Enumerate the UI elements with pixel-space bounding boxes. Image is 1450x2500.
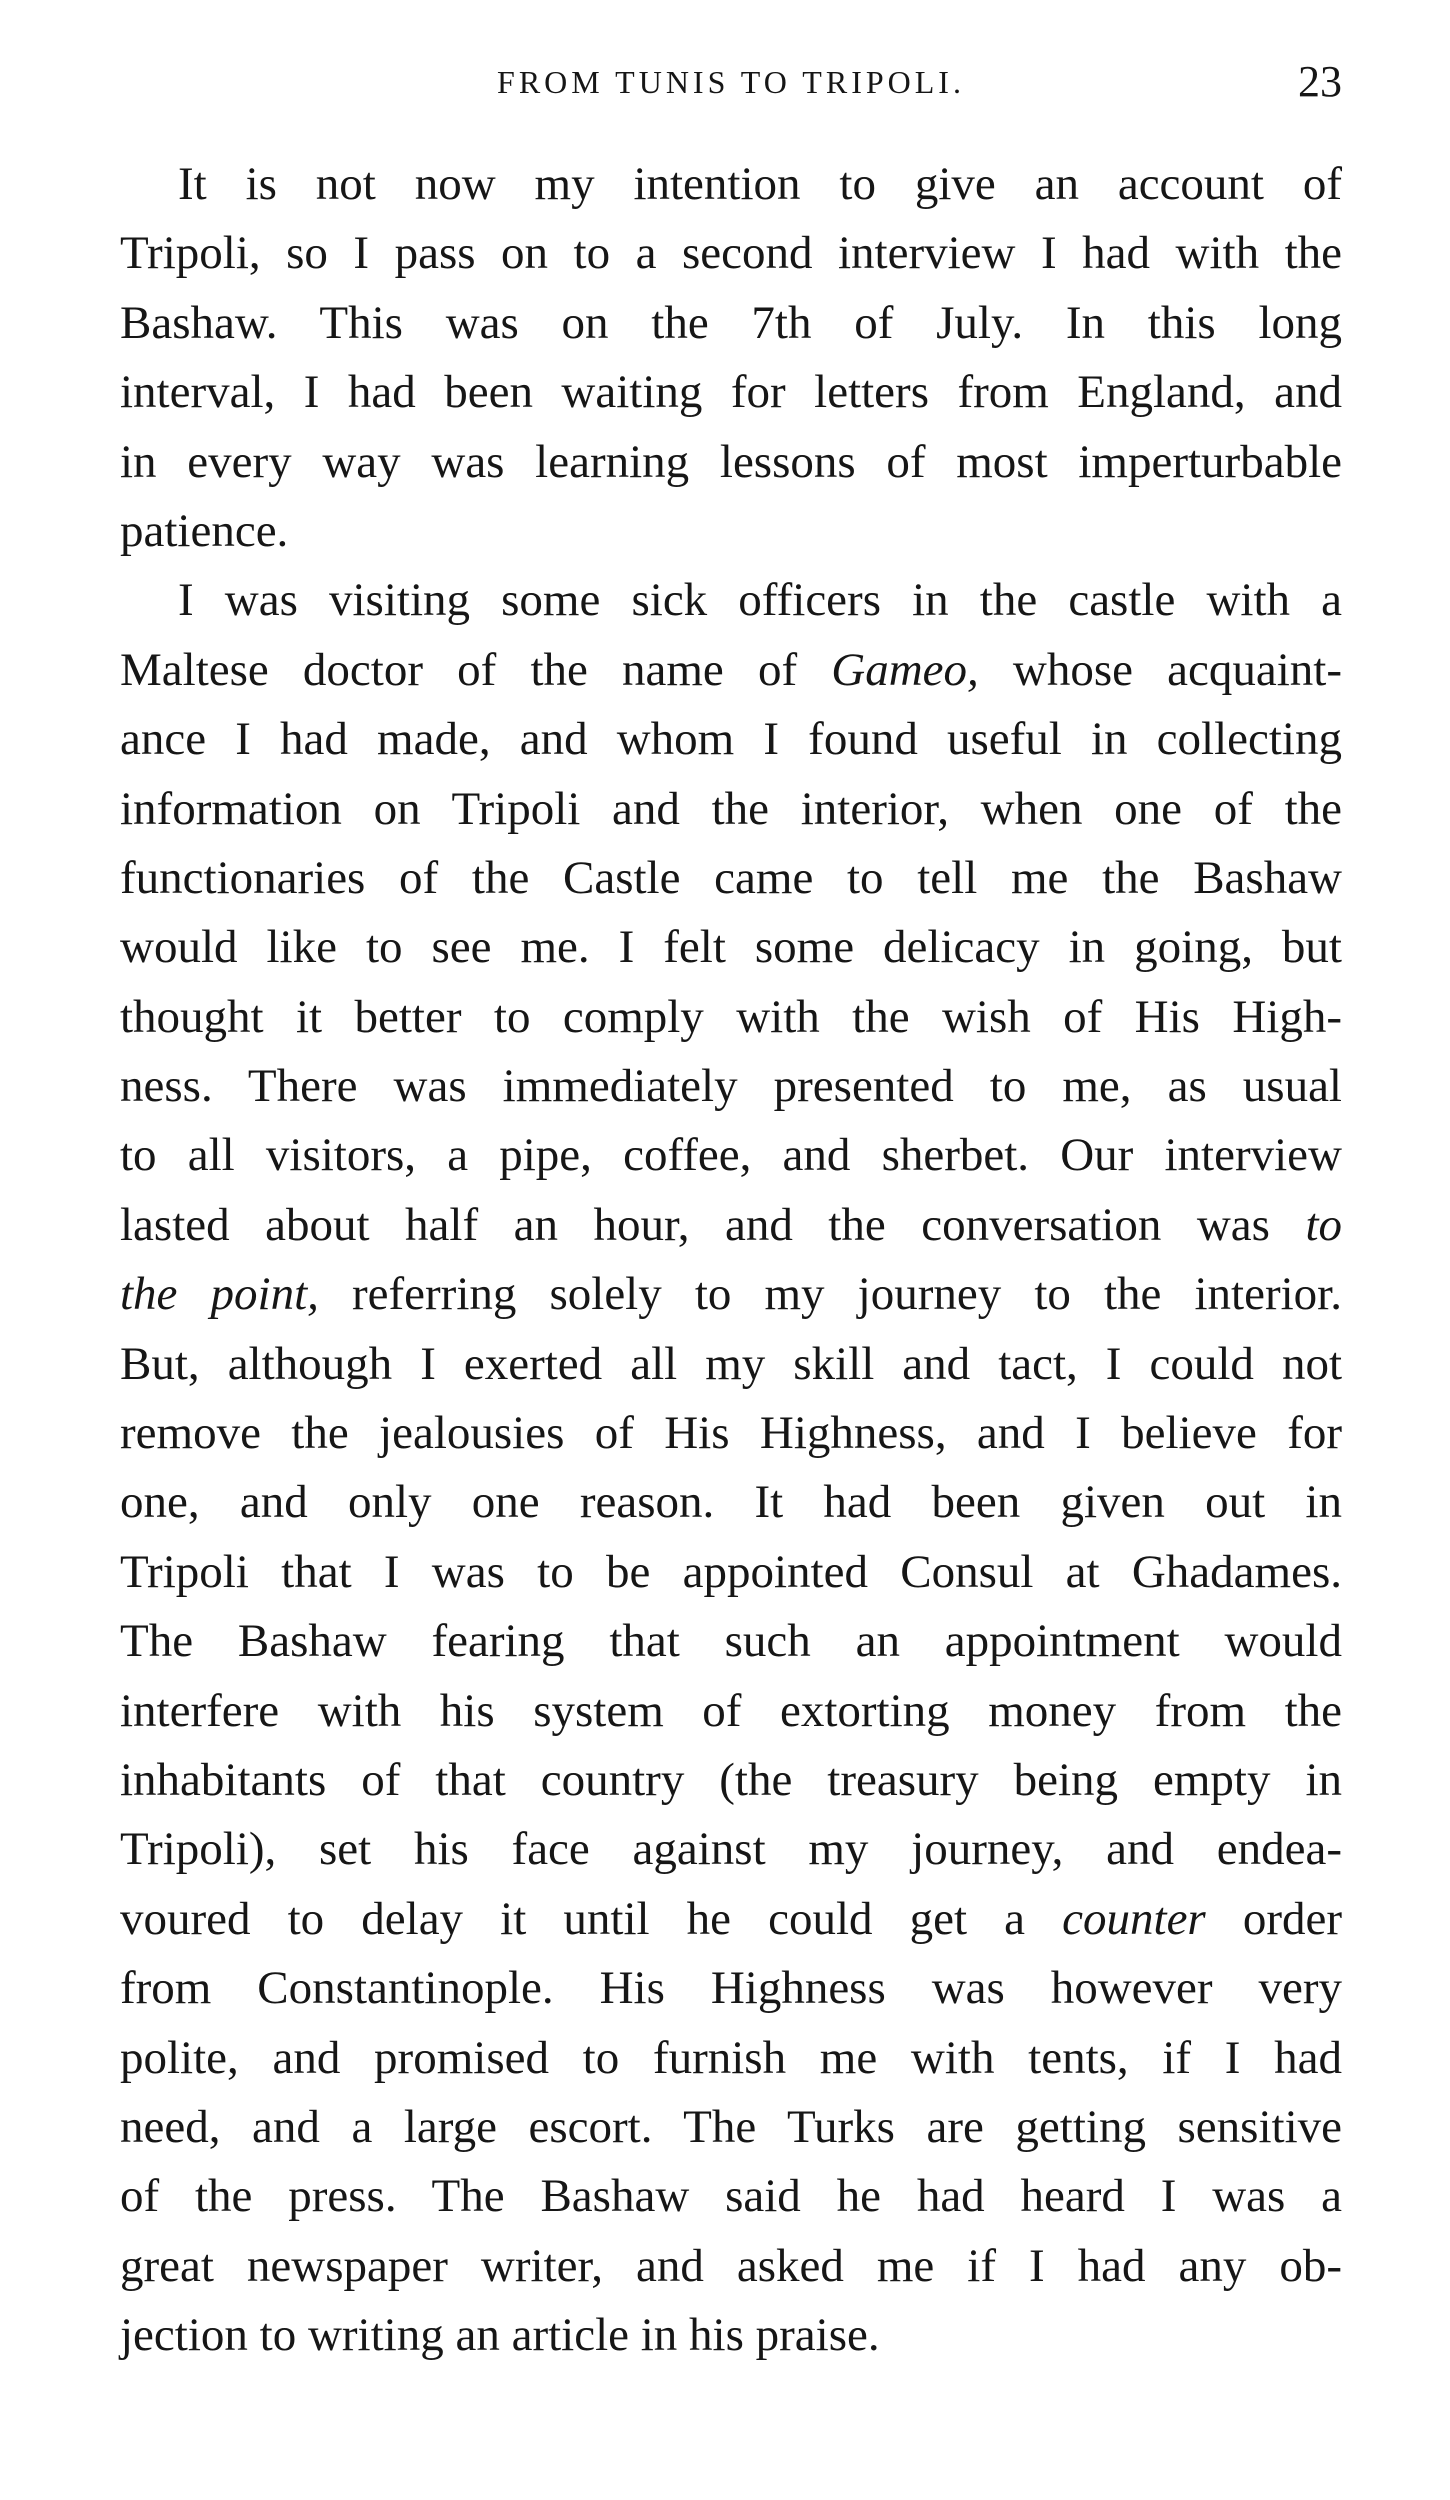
text-line [120,1885,1342,1954]
text-run: order [1205,1892,1343,1945]
running-title: FROM TUNIS TO TRIPOLI. [497,64,965,100]
text-line: remove the jealousies of His Highness, and I believe for [120,1407,1342,1460]
paragraph-2 [120,566,1342,2370]
text-line [120,1191,1342,1260]
text-line: one, and only one reason. It had been given out in [120,1476,1342,1529]
text-line: functionaries of the Castle came to tell me the Bashaw [120,851,1342,904]
text-line: of the press. The Bashaw said he had heard I was a [120,2170,1342,2223]
text-line: interval, I had been waiting for letters from England, and [120,366,1342,419]
italic-word: counter [1062,1892,1206,1945]
text-line: Tripoli, so I pass on to a second interview I had with the [120,227,1342,280]
italic-name: Gameo, [831,643,979,696]
text-line: polite, and promised to furnish me with tents, if I had [120,2031,1342,2084]
text-line: interfere with his system of extorting money from the [120,1684,1342,1737]
running-head [120,52,1342,112]
text-line: But, although I exerted all my skill and tact, I could not [120,1337,1342,1390]
text-line: Tripoli), set his face against my journey, and endea- [120,1823,1342,1876]
text-line: Bashaw. This was on the 7th of July. In this long [120,296,1342,349]
text-run: whose acquaint- [978,643,1342,696]
text-line: ance I had made, and whom I found useful in collecting [120,713,1342,766]
text-line [120,1260,1342,1329]
text-line: to all visitors, a pipe, coffee, and sherbet. Our interview [120,1129,1342,1182]
text-run: referring solely to my journey to the interior. [318,1268,1342,1321]
text-line: The Bashaw fearing that such an appointment would [120,1615,1342,1668]
page-number: 23 [1298,57,1342,106]
text-run: Maltese doctor of the name of [120,643,832,696]
body-text [120,150,1342,2371]
text-line: from Constantinople. His Highness was however very [120,1962,1342,2015]
text-line [120,636,1342,705]
text-line: inhabitants of that country (the treasury being empty in [120,1753,1342,1806]
italic-phrase: to [1305,1198,1342,1251]
text-line: patience. [120,504,289,557]
paragraph-1 [120,150,1342,566]
text-line: in every way was learning lessons of most imperturbable [120,435,1342,488]
text-line: I was visiting some sick officers in the castle with a [178,574,1342,627]
text-line: information on Tripoli and the interior, when one of the [120,782,1342,835]
text-run: voured to delay it until he could get a [120,1892,1063,1945]
text-line: It is not now my intention to give an account of [178,158,1342,210]
text-line: Tripoli that I was to be appointed Consul at Ghadames. [120,1545,1342,1598]
text-line: great newspaper writer, and asked me if I had any ob- [120,2239,1342,2292]
italic-phrase: the point, [120,1268,319,1321]
text-line: thought it better to comply with the wish of His High- [120,990,1342,1043]
text-run: lasted about half an hour, and the conversation was [120,1198,1306,1251]
text-line: ness. There was immediately presented to me, as usual [120,1060,1342,1113]
text-line: need, and a large escort. The Turks are getting sensitive [120,2100,1342,2153]
text-line: would like to see me. I felt some delicacy in going, but [120,921,1342,974]
text-line: jection to writing an article in his praise. [120,2309,880,2362]
